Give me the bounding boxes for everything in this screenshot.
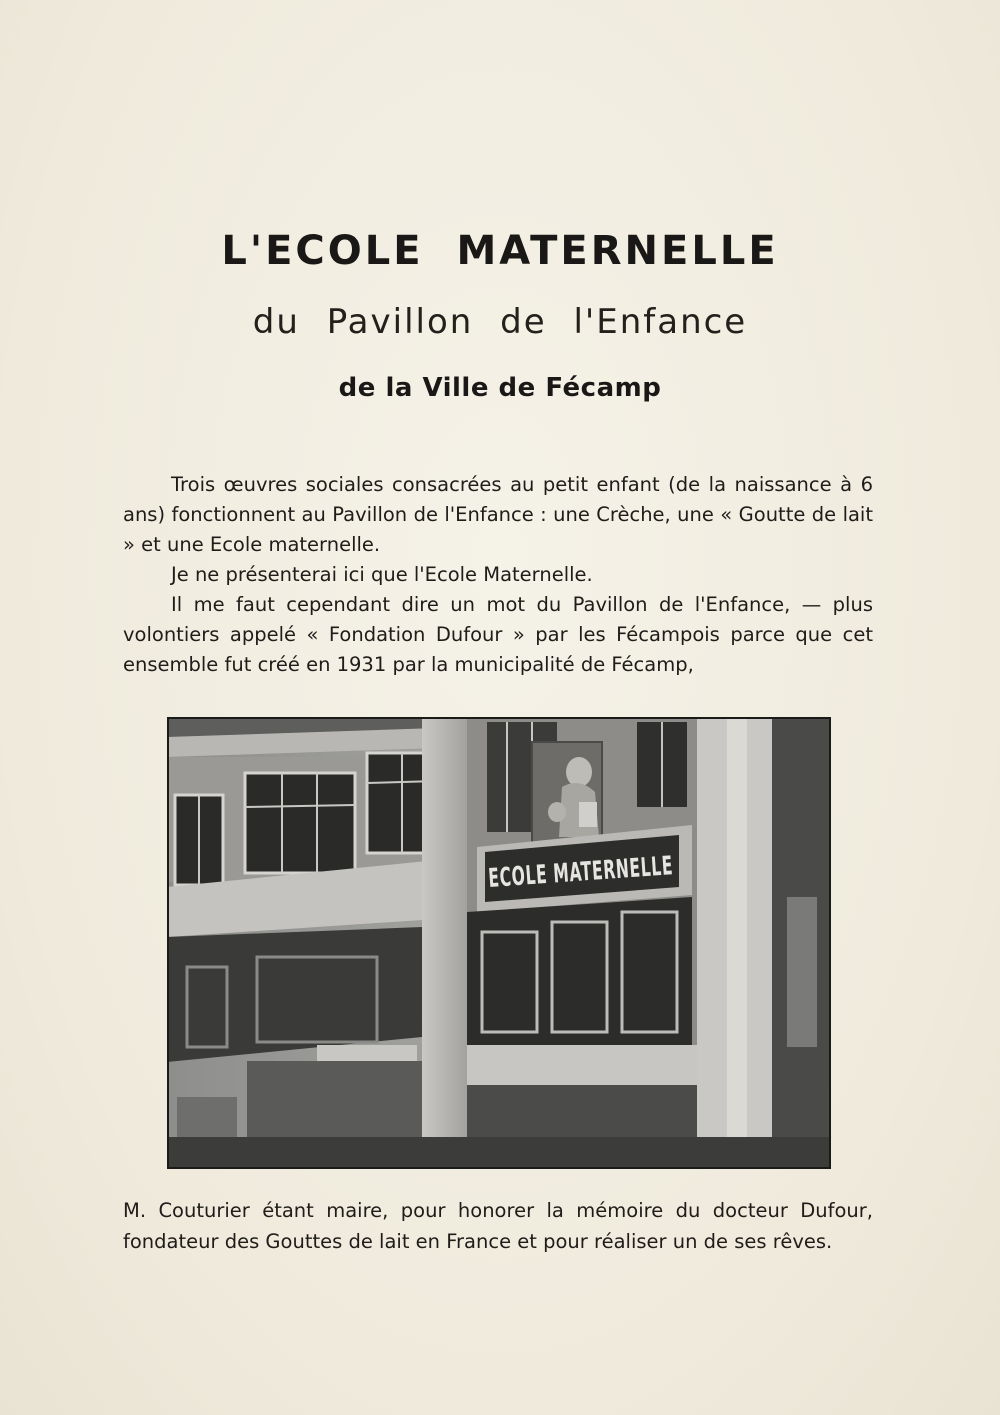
paragraph: Il me faut cependant dire un mot du Pavillon de l'Enfance, — plus volontiers appelé « Fondation Dufour » par les Fécampois parce que cet ensemble fut créé en 1931 par la municipalité de Fécamp, (123, 593, 873, 676)
paragraph: Je ne présenterai ici que l'Ecole Maternelle. (171, 563, 593, 586)
paragraph: Trois œuvres sociales consacrées au petit enfant (de la naissance à 6 ans) fonctionnent au Pavillon de l'Enfance : une Crèche, une « Goutte de lait » et une Ecole maternelle. (123, 473, 873, 556)
page-subsubtitle: de la Ville de Fécamp (338, 373, 662, 403)
page-title: L'ECOLE MATERNELLE (221, 228, 779, 274)
paragraph: M. Couturier étant maire, pour honorer la mémoire du docteur Dufour, fondateur des Gouttes de lait en France et pour réaliser un de ses rêves. (123, 1199, 873, 1253)
page-subtitle: du Pavillon de l'Enfance (252, 302, 748, 342)
sign-text: ECOLE MATERNELLE (487, 842, 797, 894)
building-photo (167, 717, 831, 1169)
body-text (123, 470, 873, 680)
continuation-text (123, 1195, 873, 1257)
